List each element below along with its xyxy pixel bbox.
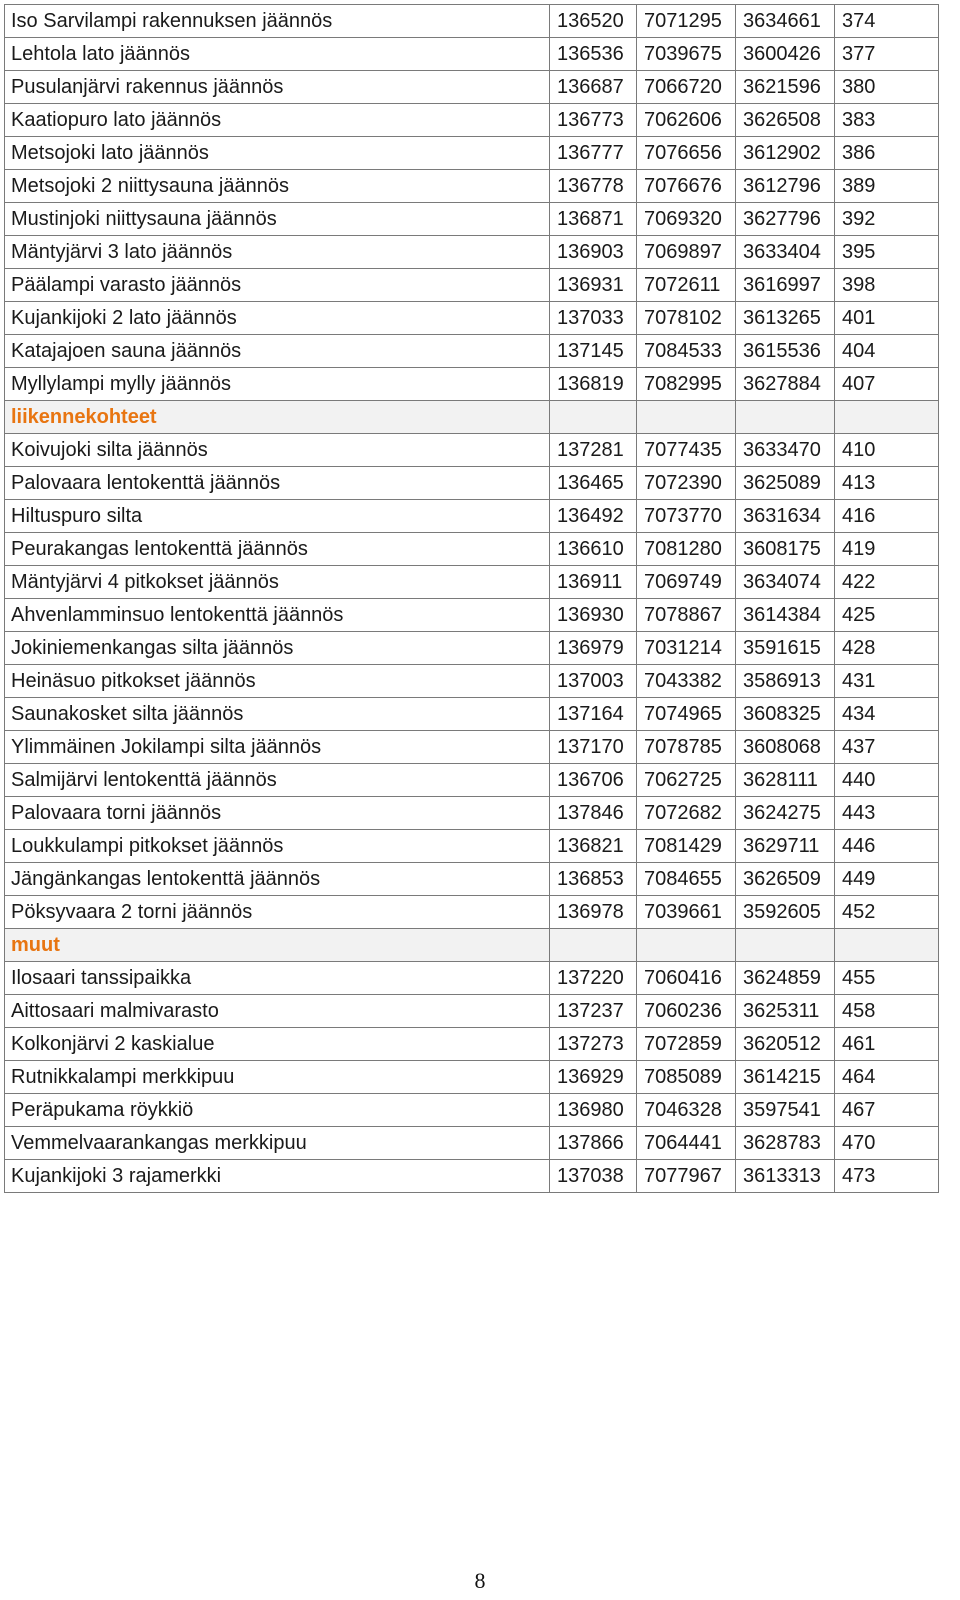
cell-id: 136778 (550, 170, 637, 203)
cell-north: 7081280 (637, 533, 736, 566)
cell-id: 136911 (550, 566, 637, 599)
cell-name: Heinäsuo pitkokset jäännös (5, 665, 550, 698)
cell-name: Hiltuspuro silta (5, 500, 550, 533)
cell-north: 7084655 (637, 863, 736, 896)
table-row (5, 137, 939, 170)
cell-name: Katajajoen sauna jäännös (5, 335, 550, 368)
cell-ref: 431 (835, 665, 939, 698)
cell-ref: 434 (835, 698, 939, 731)
table-row (5, 665, 939, 698)
cell-north: 7085089 (637, 1061, 736, 1094)
cell-name: Peurakangas lentokenttä jäännös (5, 533, 550, 566)
cell-id: 136819 (550, 368, 637, 401)
cell-id: 136610 (550, 533, 637, 566)
cell-id: 136520 (550, 5, 637, 38)
table-row (5, 731, 939, 764)
cell-id: 136492 (550, 500, 637, 533)
table-row (5, 368, 939, 401)
cell-ref: 380 (835, 71, 939, 104)
cell-east: 3625089 (736, 467, 835, 500)
table-row (5, 1094, 939, 1127)
cell-east (736, 401, 835, 434)
cell-east: 3631634 (736, 500, 835, 533)
cell-name: Mäntyjärvi 3 lato jäännös (5, 236, 550, 269)
table-row (5, 434, 939, 467)
cell-north: 7072390 (637, 467, 736, 500)
cell-east: 3615536 (736, 335, 835, 368)
cell-name: Salmijärvi lentokenttä jäännös (5, 764, 550, 797)
cell-ref: 410 (835, 434, 939, 467)
cell-east: 3612902 (736, 137, 835, 170)
cell-id: 136706 (550, 764, 637, 797)
cell-east: 3600426 (736, 38, 835, 71)
cell-name: Loukkulampi pitkokset jäännös (5, 830, 550, 863)
cell-east: 3624859 (736, 962, 835, 995)
cell-north: 7069749 (637, 566, 736, 599)
table-row (5, 632, 939, 665)
cell-east: 3628783 (736, 1127, 835, 1160)
cell-ref: 437 (835, 731, 939, 764)
cell-name: Koivujoki silta jäännös (5, 434, 550, 467)
cell-ref: 413 (835, 467, 939, 500)
cell-north: 7072859 (637, 1028, 736, 1061)
cell-north: 7064441 (637, 1127, 736, 1160)
cell-name: Kujankijoki 2 lato jäännös (5, 302, 550, 335)
cell-east: 3626508 (736, 104, 835, 137)
cell-north: 7078867 (637, 599, 736, 632)
cell-north: 7081429 (637, 830, 736, 863)
table-row (5, 896, 939, 929)
cell-ref: 464 (835, 1061, 939, 1094)
cell-north: 7031214 (637, 632, 736, 665)
cell-name: Ilosaari tanssipaikka (5, 962, 550, 995)
cell-name: Lehtola lato jäännös (5, 38, 550, 71)
table-row (5, 269, 939, 302)
cell-east: 3626509 (736, 863, 835, 896)
table-row (5, 170, 939, 203)
cell-ref: 425 (835, 599, 939, 632)
cell-id (550, 929, 637, 962)
table-row (5, 203, 939, 236)
cell-east: 3608175 (736, 533, 835, 566)
table-row (5, 1028, 939, 1061)
cell-ref: 419 (835, 533, 939, 566)
site-table-body (5, 5, 939, 1193)
table-row (5, 104, 939, 137)
cell-east: 3613313 (736, 1160, 835, 1193)
table-row (5, 995, 939, 1028)
cell-name: Metsojoki lato jäännös (5, 137, 550, 170)
cell-ref: 374 (835, 5, 939, 38)
cell-east: 3633404 (736, 236, 835, 269)
cell-east: 3627884 (736, 368, 835, 401)
cell-name: Myllylampi mylly jäännös (5, 368, 550, 401)
table-row (5, 302, 939, 335)
cell-north: 7062606 (637, 104, 736, 137)
cell-north: 7078785 (637, 731, 736, 764)
cell-name: Päälampi varasto jäännös (5, 269, 550, 302)
site-table (4, 4, 939, 1193)
cell-north: 7043382 (637, 665, 736, 698)
cell-north: 7046328 (637, 1094, 736, 1127)
cell-id: 137145 (550, 335, 637, 368)
cell-north: 7077967 (637, 1160, 736, 1193)
cell-name: Aittosaari malmivarasto (5, 995, 550, 1028)
cell-ref: 443 (835, 797, 939, 830)
cell-name: Ahvenlamminsuo lentokenttä jäännös (5, 599, 550, 632)
cell-id: 136931 (550, 269, 637, 302)
cell-east: 3621596 (736, 71, 835, 104)
cell-north (637, 401, 736, 434)
cell-id: 137170 (550, 731, 637, 764)
cell-id: 137038 (550, 1160, 637, 1193)
cell-id: 136777 (550, 137, 637, 170)
table-row (5, 1061, 939, 1094)
cell-ref: 398 (835, 269, 939, 302)
cell-north: 7060236 (637, 995, 736, 1028)
cell-north: 7076676 (637, 170, 736, 203)
cell-ref: 404 (835, 335, 939, 368)
table-row (5, 5, 939, 38)
table-row (5, 764, 939, 797)
cell-id: 136871 (550, 203, 637, 236)
cell-id: 136978 (550, 896, 637, 929)
cell-east: 3591615 (736, 632, 835, 665)
cell-id: 137866 (550, 1127, 637, 1160)
cell-north: 7076656 (637, 137, 736, 170)
cell-north: 7078102 (637, 302, 736, 335)
table-row (5, 599, 939, 632)
cell-ref: 470 (835, 1127, 939, 1160)
cell-ref: 386 (835, 137, 939, 170)
cell-id: 136465 (550, 467, 637, 500)
table-row (5, 863, 939, 896)
cell-id: 137003 (550, 665, 637, 698)
cell-id: 136773 (550, 104, 637, 137)
cell-ref: 428 (835, 632, 939, 665)
cell-east: 3627796 (736, 203, 835, 236)
cell-name: Vemmelvaarankangas merkkipuu (5, 1127, 550, 1160)
cell-east: 3625311 (736, 995, 835, 1028)
cell-id: 137846 (550, 797, 637, 830)
cell-id: 137281 (550, 434, 637, 467)
section-header-row (5, 929, 939, 962)
cell-ref: 416 (835, 500, 939, 533)
cell-east: 3608325 (736, 698, 835, 731)
cell-name: Metsojoki 2 niittysauna jäännös (5, 170, 550, 203)
cell-east: 3597541 (736, 1094, 835, 1127)
cell-name: Palovaara lentokenttä jäännös (5, 467, 550, 500)
cell-name: Saunakosket silta jäännös (5, 698, 550, 731)
cell-name: Pöksyvaara 2 torni jäännös (5, 896, 550, 929)
cell-ref: 389 (835, 170, 939, 203)
cell-name: Kolkonjärvi 2 kaskialue (5, 1028, 550, 1061)
cell-ref: 407 (835, 368, 939, 401)
cell-ref: 467 (835, 1094, 939, 1127)
cell-north: 7069320 (637, 203, 736, 236)
table-row (5, 566, 939, 599)
table-row (5, 38, 939, 71)
cell-north: 7071295 (637, 5, 736, 38)
table-row (5, 830, 939, 863)
cell-north: 7069897 (637, 236, 736, 269)
cell-id: 136930 (550, 599, 637, 632)
cell-north: 7082995 (637, 368, 736, 401)
cell-id: 136903 (550, 236, 637, 269)
cell-ref: 461 (835, 1028, 939, 1061)
cell-east: 3612796 (736, 170, 835, 203)
cell-east (736, 929, 835, 962)
page-number: 8 (474, 1568, 486, 1593)
cell-east: 3592605 (736, 896, 835, 929)
cell-north: 7060416 (637, 962, 736, 995)
section-heading: muut (5, 929, 550, 962)
cell-ref: 392 (835, 203, 939, 236)
cell-north: 7066720 (637, 71, 736, 104)
table-row (5, 467, 939, 500)
cell-north: 7062725 (637, 764, 736, 797)
cell-ref (835, 929, 939, 962)
cell-name: Iso Sarvilampi rakennuksen jäännös (5, 5, 550, 38)
cell-east: 3616997 (736, 269, 835, 302)
cell-id: 136980 (550, 1094, 637, 1127)
cell-id: 137220 (550, 962, 637, 995)
cell-north: 7074965 (637, 698, 736, 731)
cell-name: Rutnikkalampi merkkipuu (5, 1061, 550, 1094)
cell-id: 136929 (550, 1061, 637, 1094)
cell-north (637, 929, 736, 962)
cell-north: 7072611 (637, 269, 736, 302)
cell-ref (835, 401, 939, 434)
cell-ref: 440 (835, 764, 939, 797)
section-header-row (5, 401, 939, 434)
table-row (5, 335, 939, 368)
cell-north: 7077435 (637, 434, 736, 467)
cell-ref: 449 (835, 863, 939, 896)
cell-id: 136853 (550, 863, 637, 896)
table-row (5, 71, 939, 104)
cell-east: 3634074 (736, 566, 835, 599)
table-row (5, 500, 939, 533)
cell-name: Kaatiopuro lato jäännös (5, 104, 550, 137)
cell-name: Jokiniemenkangas silta jäännös (5, 632, 550, 665)
cell-id: 137237 (550, 995, 637, 1028)
cell-name: Jängänkangas lentokenttä jäännös (5, 863, 550, 896)
cell-north: 7039661 (637, 896, 736, 929)
cell-ref: 455 (835, 962, 939, 995)
cell-ref: 377 (835, 38, 939, 71)
cell-east: 3633470 (736, 434, 835, 467)
cell-east: 3608068 (736, 731, 835, 764)
section-heading: liikennekohteet (5, 401, 550, 434)
cell-name: Pusulanjärvi rakennus jäännös (5, 71, 550, 104)
cell-north: 7072682 (637, 797, 736, 830)
cell-id: 137164 (550, 698, 637, 731)
cell-id: 136821 (550, 830, 637, 863)
cell-name: Mäntyjärvi 4 pitkokset jäännös (5, 566, 550, 599)
cell-ref: 395 (835, 236, 939, 269)
cell-id: 137273 (550, 1028, 637, 1061)
cell-id: 137033 (550, 302, 637, 335)
cell-east: 3614384 (736, 599, 835, 632)
table-row (5, 797, 939, 830)
table-row (5, 236, 939, 269)
cell-north: 7073770 (637, 500, 736, 533)
cell-ref: 452 (835, 896, 939, 929)
cell-ref: 446 (835, 830, 939, 863)
cell-east: 3614215 (736, 1061, 835, 1094)
cell-id: 136536 (550, 38, 637, 71)
table-row (5, 1160, 939, 1193)
cell-east: 3620512 (736, 1028, 835, 1061)
table-row (5, 533, 939, 566)
table-row (5, 1127, 939, 1160)
cell-ref: 401 (835, 302, 939, 335)
cell-name: Ylimmäinen Jokilampi silta jäännös (5, 731, 550, 764)
cell-north: 7039675 (637, 38, 736, 71)
cell-east: 3586913 (736, 665, 835, 698)
cell-id (550, 401, 637, 434)
cell-ref: 473 (835, 1160, 939, 1193)
cell-id: 136687 (550, 71, 637, 104)
cell-name: Peräpukama röykkiö (5, 1094, 550, 1127)
cell-ref: 458 (835, 995, 939, 1028)
cell-east: 3634661 (736, 5, 835, 38)
cell-id: 136979 (550, 632, 637, 665)
cell-north: 7084533 (637, 335, 736, 368)
cell-name: Kujankijoki 3 rajamerkki (5, 1160, 550, 1193)
cell-east: 3628111 (736, 764, 835, 797)
table-row (5, 962, 939, 995)
table-row (5, 698, 939, 731)
cell-east: 3624275 (736, 797, 835, 830)
cell-name: Mustinjoki niittysauna jäännös (5, 203, 550, 236)
cell-east: 3629711 (736, 830, 835, 863)
cell-ref: 422 (835, 566, 939, 599)
cell-ref: 383 (835, 104, 939, 137)
cell-name: Palovaara torni jäännös (5, 797, 550, 830)
cell-east: 3613265 (736, 302, 835, 335)
